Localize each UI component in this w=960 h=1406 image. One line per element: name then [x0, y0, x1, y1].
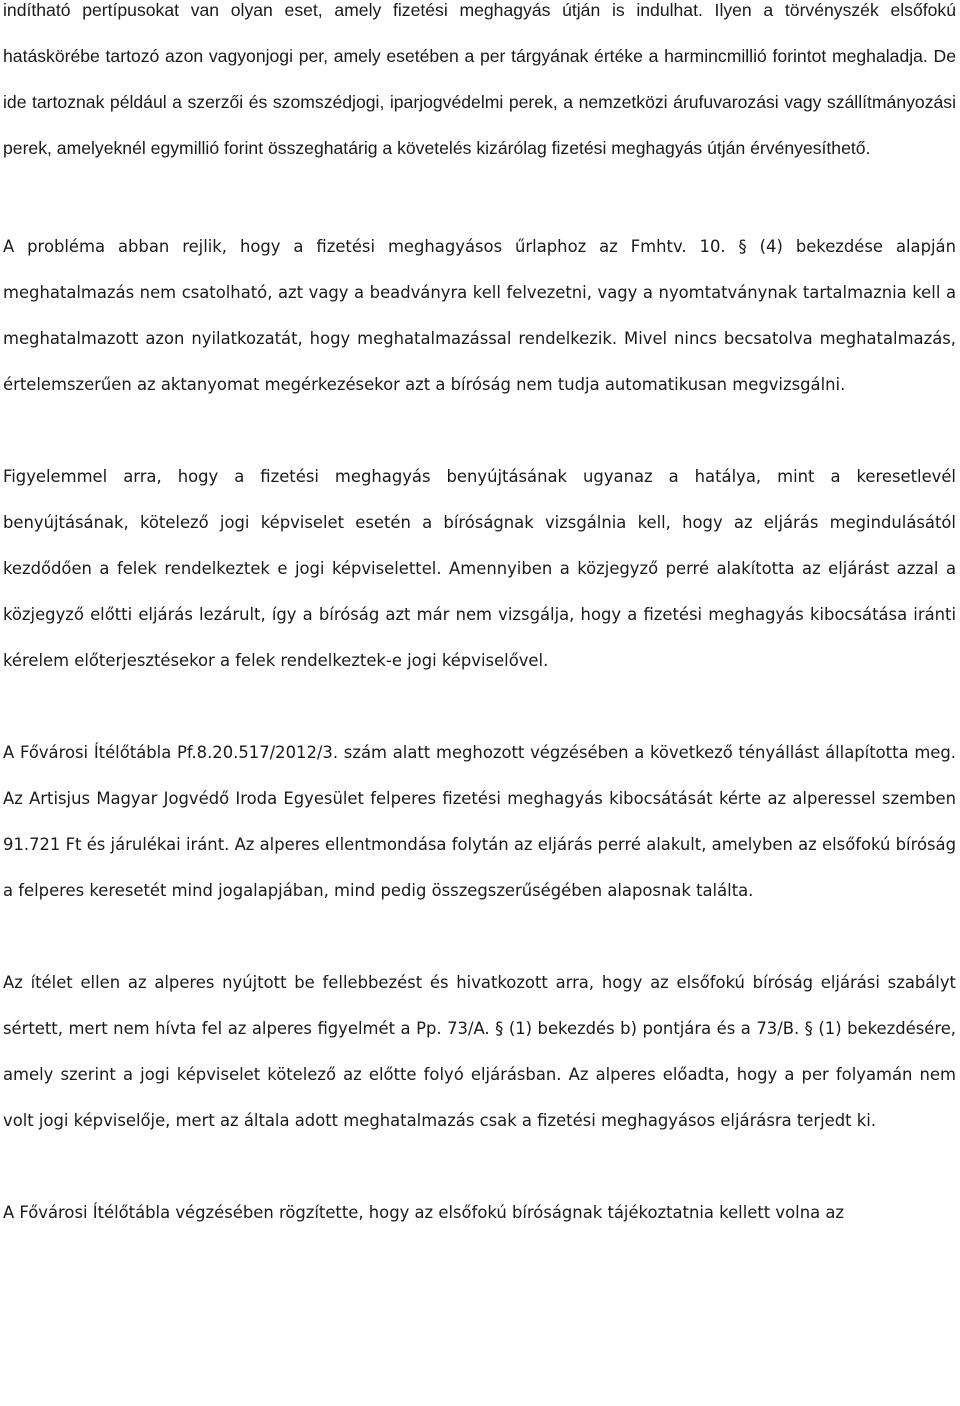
- paragraph-appeal: Az ítélet ellen az alperes nyújtott be fellebbezést és hivatkozott arra, hogy az elsőfokú bíróság eljárási szabályt sértett, mert nem hívta fel az alperes figyelmét a Pp. 73/A. § (1) bekezdés b) pontjára és a 73/B. § (1) bekezdésére, amely szerint a jogi képviselet kötelező az előtte folyó eljárásban. Az alperes előadta, hogy a per folyamán nem volt jogi képviselője, mert az általa adott meghatalmazás csak a fizetési meghagyásos eljárásra terjedt ki.: [3, 973, 956, 1130]
- paragraph-case-facts: A Fővárosi Ítélőtábla Pf.8.20.517/2012/3. szám alatt meghozott végzésében a következő tényállást állapította meg. Az Artisjus Magyar Jogvédő Iroda Egyesület felperes fizetési meghagyás kibocsátását kérte az alperessel szemben 91.721 Ft és járulékai iránt. Az alperes ellentmondása folytán az eljárás perré alakult, amelyben az elsőfokú bíróság a felperes keresetét mind jogalapjában, mind pedig összegszerűségében alaposnak találta.: [3, 743, 956, 900]
- document-page: [3, 0, 956, 1236]
- paragraph-problem: A probléma abban rejlik, hogy a fizetési meghagyásos űrlaphoz az Fmhtv. 10. § (4) bekezdése alapján meghatalmazás nem csatolható, azt vagy a beadványra kell felvezetni, vagy a nyomtatványnak tartalmaznia kell a meghatalmazott azon nyilatkozatát, hogy meghatalmazással rendelkezik. Mivel nincs becsatolva meghatalmazás, értelemszerűen az aktanyomat megérkezésekor azt a bíróság nem tudja automatikusan megvizsgálni.: [3, 237, 956, 394]
- paragraph-court-ruling: A Fővárosi Ítélőtábla végzésében rögzítette, hogy az elsőfokú bíróságnak tájékoztatnia kellett volna az: [3, 1203, 845, 1222]
- paragraph-jurisdiction: indítható pertípusokat van olyan eset, amely fizetési meghagyás útján is indulhat. Ilyen a törvényszék elsőfokú hatáskörébe tartozó azon vagyonjogi per, amely esetében a per tárgyának értéke a harmincmillió forintot meghaladja. De ide tartoznak például a szerzői és szomszédjogi, iparjogvédelmi perek, a nemzetközi árufuvarozási vagy szállítmányozási perek, amelyeknél egymillió forint összeghatárig a követelés kizárólag fizetési meghagyás útján érvényesíthető.: [3, 0, 956, 158]
- paragraph-legal-representation: Figyelemmel arra, hogy a fizetési meghagyás benyújtásának ugyanaz a hatálya, mint a keresetlevél benyújtásának, kötelező jogi képviselet esetén a bíróságnak vizsgálnia kell, hogy az eljárás megindulásától kezdődően a felek rendelkeztek e jogi képviselettel. Amennyiben a közjegyző perré alakította az eljárást azzal a közjegyző előtti eljárás lezárult, így a bíróság azt már nem vizsgálja, hogy a fizetési meghagyás kibocsátása iránti kérelem előterjesztésekor a felek rendelkeztek-e jogi képviselővel.: [3, 467, 956, 670]
